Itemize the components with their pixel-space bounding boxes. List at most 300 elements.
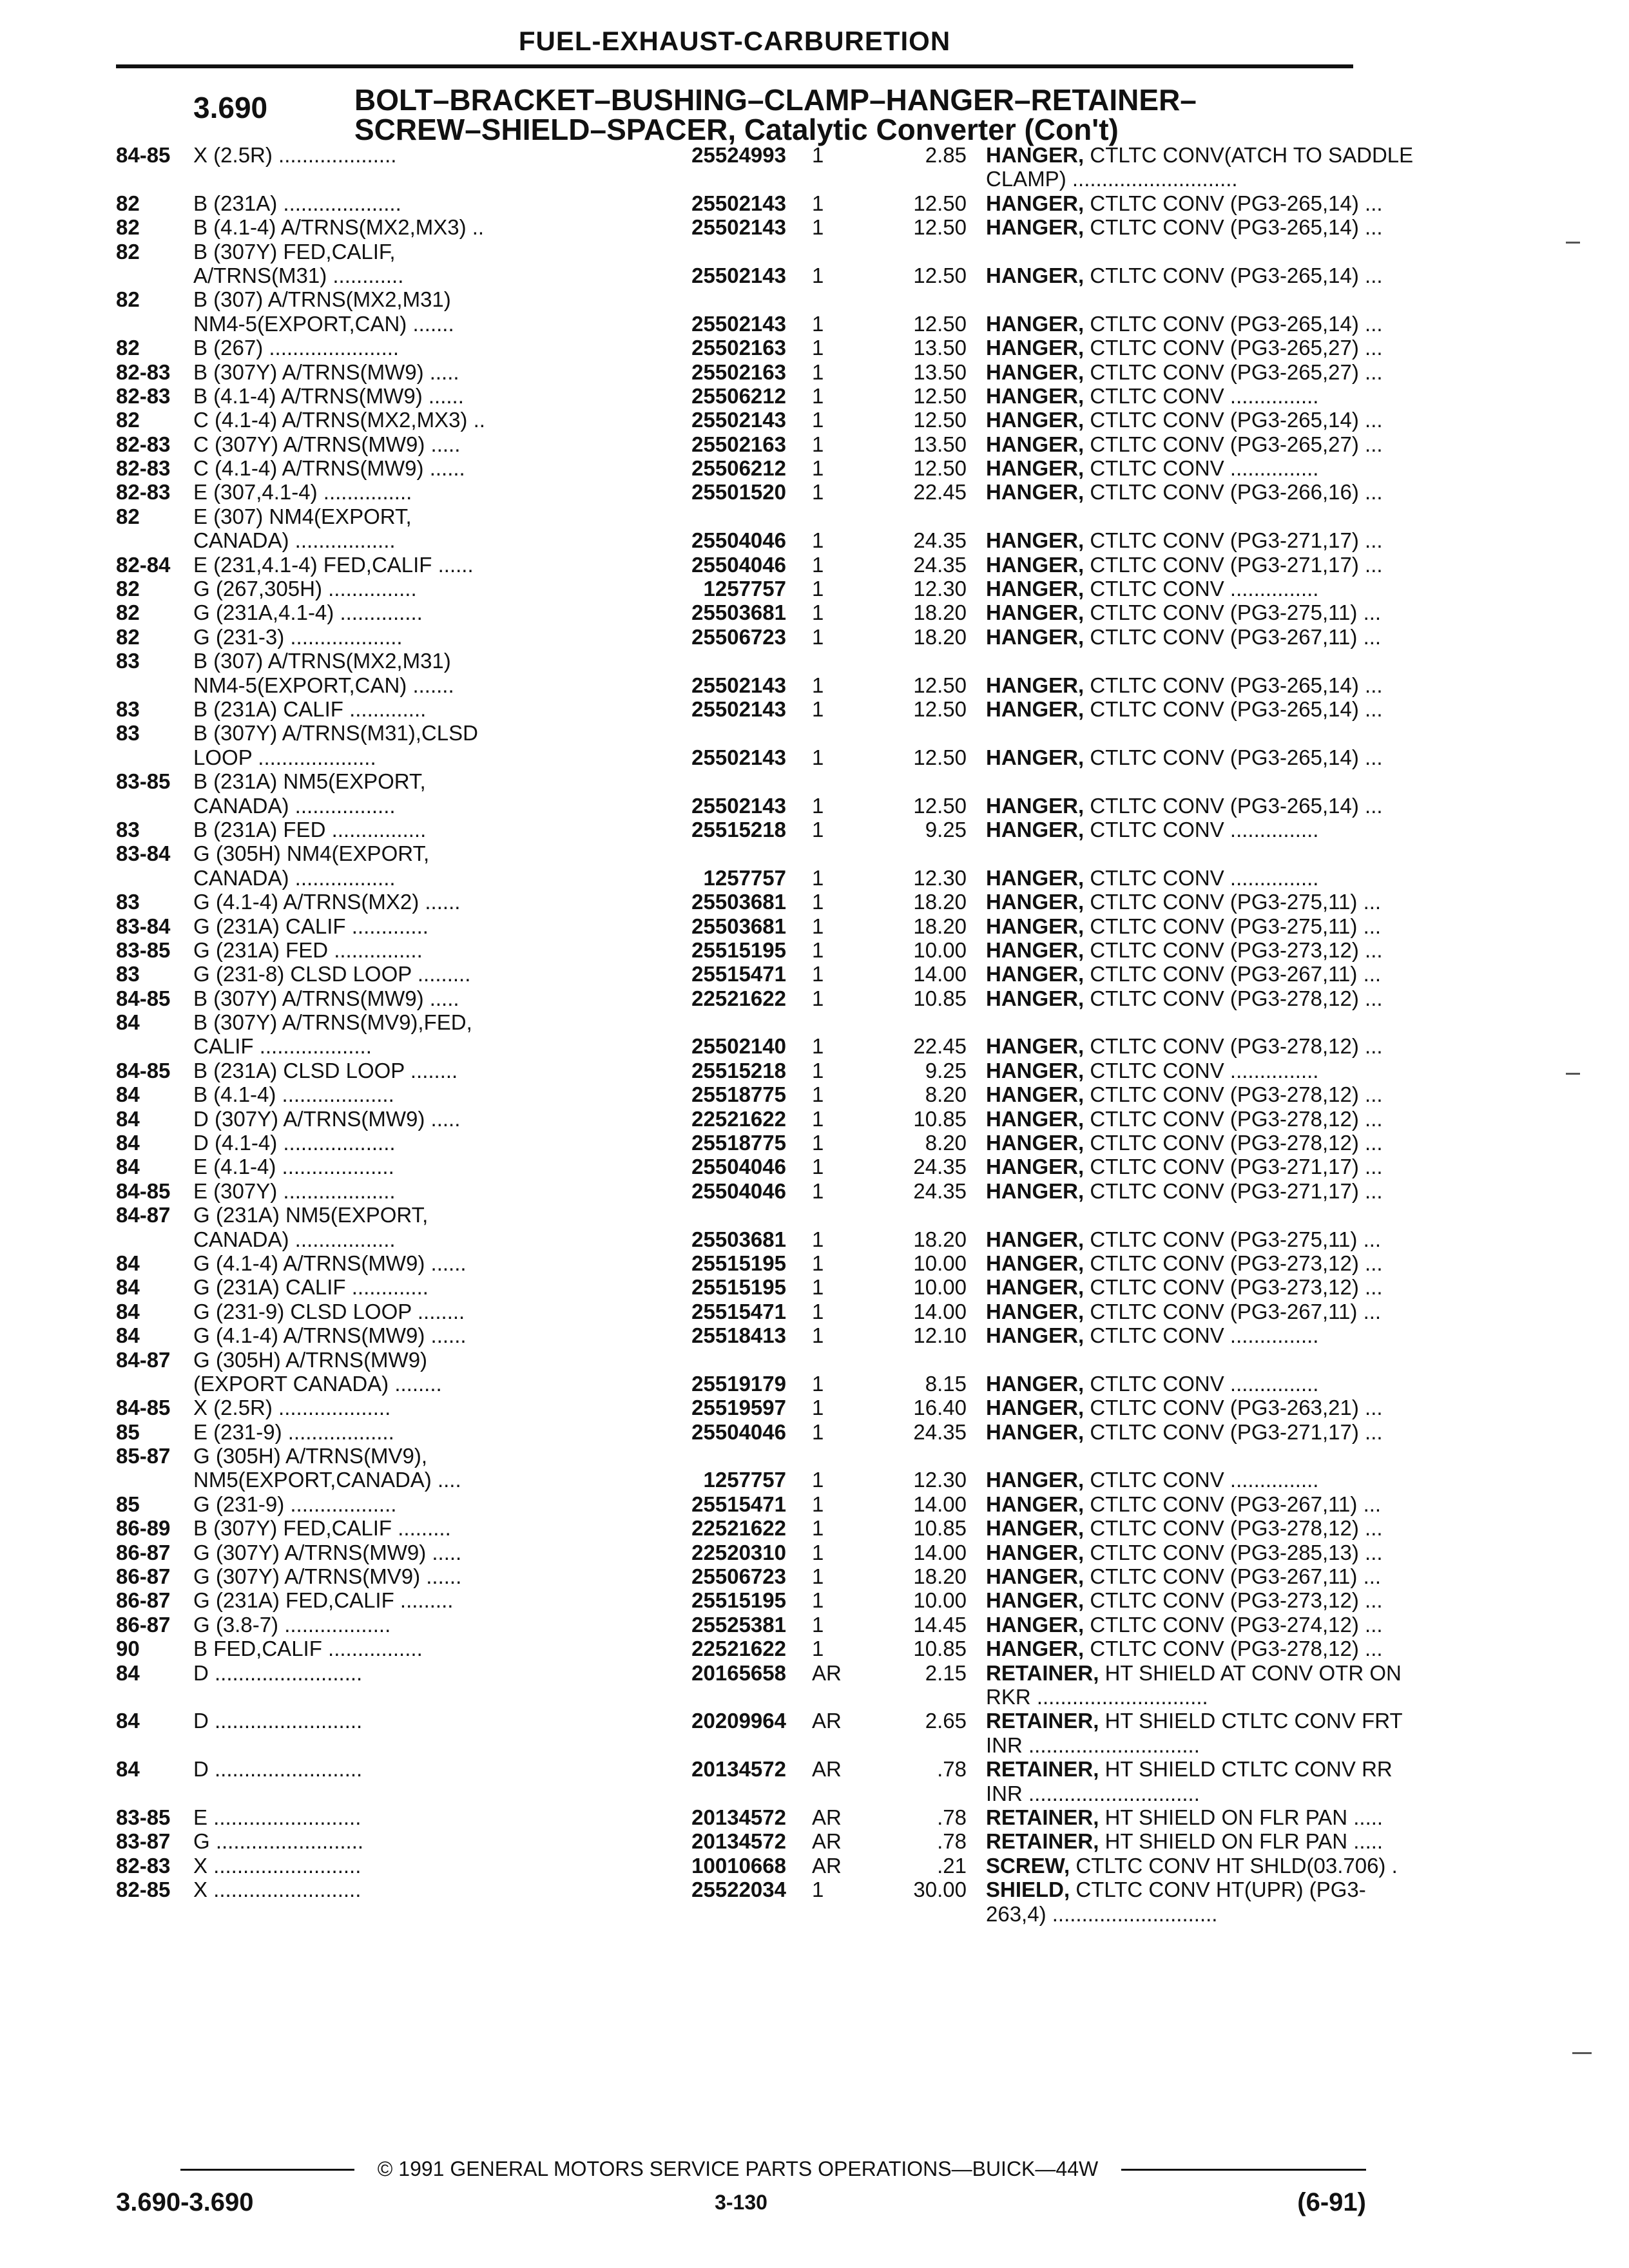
cell-code: D (307Y) A/TRNS(MW9) ..... [193,1106,461,1131]
cell-part: 25502140 [691,1034,786,1059]
cell-qty: 1 [812,1612,824,1637]
cell-desc: HANGER, CTLTC CONV ............... [986,1468,1319,1492]
cell-year: 84-85 [116,1058,171,1082]
cell-qty: 1 [812,745,824,769]
cell-code: B (307) A/TRNS(MX2,M31) [193,649,451,673]
cell-year: 82-85 [116,1878,171,1902]
cell-code: E (307Y) ................... [193,1178,396,1203]
section-title-line1: BOLT–BRACKET–BUSHING–CLAMP–HANGER–RETAINER– [354,83,1197,117]
cell-qty: 1 [812,1878,824,1902]
cell-price: 24.35 [913,552,967,577]
cell-code: B (307Y) A/TRNS(M31),CLSD [193,721,478,745]
cell-desc: RETAINER, HT SHIELD ON FLR PAN ..... [986,1805,1383,1829]
cell-qty: 1 [812,191,824,215]
cell-price: 13.50 [913,432,967,456]
cell-qty: AR [812,1709,842,1733]
cell-part: 25515471 [691,1492,786,1516]
table-row [116,962,1382,986]
cell-desc: HANGER, CTLTC CONV (PG3-265,14) ... [986,673,1383,697]
cell-desc: RETAINER, HT SHIELD ON FLR PAN ..... [986,1829,1383,1854]
cell-part: 25506723 [691,624,786,649]
table-row [116,1709,1403,1733]
cell-part: 22521622 [691,1516,786,1541]
cell-price: 12.30 [913,1468,967,1492]
cell-part: 25503681 [691,914,786,938]
footer-date: (6-91) [1297,2188,1366,2216]
table-row [116,1902,1353,1926]
cell-qty: 1 [812,143,824,167]
cell-code: B (4.1-4) A/TRNS(MW9) ...... [193,383,464,408]
cell-year: 84-87 [116,1203,171,1227]
cell-year: 83 [116,649,140,673]
cell-part: 25525381 [691,1612,786,1637]
cell-code: G (307Y) A/TRNS(MV9) ...... [193,1564,462,1589]
cell-code: G (305H) A/TRNS(MW9) [193,1347,428,1372]
cell-desc: HANGER, CTLTC CONV (PG3-278,12) ... [986,1637,1383,1661]
cell-qty: 1 [812,1419,824,1444]
cell-part: 25506212 [691,456,786,481]
cell-qty: 1 [812,1034,824,1059]
cell-year: 84 [116,1757,140,1782]
cell-price: 10.85 [913,1516,967,1541]
table-row [116,360,1383,384]
parts-table [116,143,1414,1926]
cell-price: 2.65 [925,1709,967,1733]
table-row [116,1275,1383,1300]
cell-desc: HANGER, CTLTC CONV (PG3-273,12) ... [986,937,1383,962]
cell-year: 83-85 [116,769,171,794]
cell-year: 84 [116,1082,140,1107]
cell-part: 25504046 [691,528,786,553]
cell-qty: AR [812,1829,842,1854]
table-row [116,793,1383,818]
cell-desc: HANGER, CTLTC CONV (PG3-278,12) ... [986,1034,1383,1059]
table-row [116,697,1383,721]
cell-desc: SCREW, CTLTC CONV HT SHLD(03.706) . [986,1853,1398,1878]
table-row [116,240,1353,264]
cell-part: 25515195 [691,1588,786,1613]
cell-price: 24.35 [913,528,967,553]
cell-part: 25502163 [691,432,786,456]
cell-code: E (307,4.1-4) ............... [193,480,412,505]
cell-price: .78 [937,1829,967,1854]
cell-code: X ......................... [193,1878,361,1902]
cell-year: 83 [116,962,140,986]
cell-year: 82-84 [116,552,171,577]
cell-price: .21 [937,1853,967,1878]
cell-qty: 1 [812,336,824,360]
cell-desc: HANGER, CTLTC CONV (PG3-278,12) ... [986,1082,1383,1107]
cell-qty: 1 [812,673,824,697]
cell-desc: HANGER, CTLTC CONV (PG3-265,14) ... [986,408,1383,432]
cell-year: 84 [116,1299,140,1323]
cell-code: G (4.1-4) A/TRNS(MX2) ...... [193,890,461,914]
cell-year: 84-85 [116,143,171,167]
cell-part: 22520310 [691,1540,786,1564]
cell-code: G (305H) NM4(EXPORT, [193,841,430,866]
cell-part: 22521622 [691,1637,786,1661]
cell-code: B (4.1-4) ................... [193,1082,394,1107]
cell-price: 12.50 [913,191,967,215]
cell-price: 12.50 [913,673,967,697]
table-row [116,384,1353,408]
cell-qty: 1 [812,914,824,938]
cell-part: 25504046 [691,1419,786,1444]
cell-part: 22521622 [691,1106,786,1131]
footer-copyright: © 1991 GENERAL MOTORS SERVICE PARTS OPERATIONS—BUICK—44W [377,2157,1099,2180]
table-row [116,336,1383,360]
cell-year: 82-83 [116,1853,171,1878]
cell-part: 25502163 [691,360,786,384]
table-row [116,167,1353,191]
cell-code: B (231A) CALIF ............. [193,697,427,721]
cell-price: 12.50 [913,408,967,432]
cell-part: 25518775 [691,1082,786,1107]
cell-code: C (307Y) A/TRNS(MW9) ..... [193,432,461,456]
cell-price: .78 [937,1805,967,1829]
cell-year: 82 [116,408,140,432]
cell-code: G (305H) A/TRNS(MV9), [193,1444,428,1468]
cell-code: E (231-9) .................. [193,1419,394,1444]
cell-code: X (2.5R) .................... [193,143,397,167]
cell-year: 90 [116,1637,140,1661]
cell-code: D ......................... [193,1757,363,1782]
table-row [116,1227,1382,1251]
cell-desc: HANGER, CTLTC CONV (PG3-275,11) ... [986,914,1382,938]
cell-year: 86-89 [116,1516,171,1541]
table-row [116,577,1353,601]
cell-code: G (231-9) CLSD LOOP ........ [193,1299,465,1323]
cell-part: 1257757 [703,577,786,601]
cell-qty: 1 [812,432,824,456]
cell-year: 83-85 [116,1805,171,1829]
cell-qty: AR [812,1757,842,1782]
table-row [116,986,1383,1010]
cell-year: 86-87 [116,1612,171,1637]
cell-year: 86-87 [116,1588,171,1613]
cell-qty: 1 [812,1131,824,1155]
cell-price: 22.45 [913,480,967,505]
table-row [116,1878,1366,1902]
cell-year: 82-83 [116,360,171,384]
cell-year: 84-87 [116,1347,171,1372]
cell-desc: INR ............................. [986,1781,1200,1805]
cell-code: C (4.1-4) A/TRNS(MW9) ...... [193,456,465,481]
cell-part: 25503681 [691,890,786,914]
cell-part: 25515195 [691,1275,786,1300]
section-title [354,85,1353,144]
cell-part: 25504046 [691,1178,786,1203]
margin-mark [1566,242,1580,244]
cell-desc: HANGER, CTLTC CONV (PG3-265,14) ... [986,311,1383,336]
cell-qty: 1 [812,408,824,432]
cell-qty: 1 [812,1227,824,1251]
cell-year: 85-87 [116,1444,171,1468]
cell-year: 83 [116,721,140,745]
table-row [116,1010,1353,1034]
cell-code: B (231A) .................... [193,191,401,215]
cell-year: 83-84 [116,841,171,866]
cell-price: 22.45 [913,1034,967,1059]
cell-code: G (267,305H) ............... [193,577,417,601]
cell-desc: HANGER, CTLTC CONV ............... [986,1323,1319,1348]
cell-desc: HANGER, CTLTC CONV (PG3-263,21) ... [986,1396,1383,1420]
cell-year: 82 [116,336,140,360]
cell-part: 25502163 [691,336,786,360]
cell-price: 12.50 [913,456,967,481]
cell-year: 84 [116,1323,140,1348]
table-row [116,191,1383,215]
cell-price: 12.50 [913,311,967,336]
cell-part: 25502143 [691,263,786,287]
cell-desc: HANGER, CTLTC CONV ............... [986,1058,1319,1082]
cell-part: 1257757 [703,865,786,890]
cell-code: CANADA) ................. [193,865,396,890]
cell-part: 25515195 [691,1251,786,1275]
table-row [116,673,1383,697]
table-row [116,1106,1383,1131]
table-row [116,456,1353,480]
cell-desc: HANGER, CTLTC CONV (PG3-265,14) ... [986,697,1383,721]
cell-price: 10.00 [913,1251,967,1275]
cell-price: 10.00 [913,937,967,962]
cell-year: 84 [116,1155,140,1179]
cell-code: B (231A) FED ................ [193,817,427,841]
cell-desc: HANGER, CTLTC CONV (PG3-265,27) ... [986,432,1383,456]
cell-price: 18.20 [913,601,967,625]
cell-year: 82-83 [116,480,171,505]
cell-desc: SHIELD, CTLTC CONV HT(UPR) (PG3- [986,1878,1366,1902]
table-row [116,649,1353,673]
cell-code: X ......................... [193,1853,361,1878]
cell-part: 1257757 [703,1468,786,1492]
cell-code: E (307) NM4(EXPORT, [193,504,412,528]
cell-qty: 1 [812,890,824,914]
cell-year: 82 [116,624,140,649]
cell-price: 10.85 [913,1106,967,1131]
table-row [116,1419,1383,1444]
cell-qty: 1 [812,456,824,481]
cell-code: A/TRNS(M31) ............ [193,263,404,287]
table-row [116,914,1382,938]
table-row [116,1782,1353,1805]
cell-year: 84 [116,1010,140,1035]
cell-desc: HANGER, CTLTC CONV (PG3-267,11) ... [986,1299,1382,1323]
cell-code: (EXPORT CANADA) ........ [193,1371,442,1396]
cell-part: 25515471 [691,1299,786,1323]
cell-qty: 1 [812,1396,824,1420]
cell-price: 18.20 [913,890,967,914]
table-row [116,721,1353,745]
footer-rule-right [1121,2169,1366,2171]
cell-year: 85 [116,1492,140,1516]
cell-code: B (267) ...................... [193,336,400,360]
cell-desc: HANGER, CTLTC CONV (PG3-275,11) ... [986,890,1382,914]
margin-mark [1566,1073,1580,1075]
cell-qty: 1 [812,480,824,505]
cell-qty: 1 [812,817,824,841]
table-row [116,1299,1382,1323]
cell-price: 9.25 [925,1058,967,1082]
table-row [116,1492,1382,1516]
cell-part: 25519179 [691,1371,786,1396]
table-row [116,408,1383,432]
table-row [116,215,1383,240]
cell-price: 10.85 [913,986,967,1010]
cell-desc: HANGER, CTLTC CONV (PG3-271,17) ... [986,1155,1383,1179]
cell-code: D ......................... [193,1709,363,1733]
cell-code: NM4-5(EXPORT,CAN) ....... [193,311,454,336]
cell-code: B (307Y) A/TRNS(MW9) ..... [193,986,459,1010]
cell-qty: AR [812,1853,842,1878]
cell-code: NM4-5(EXPORT,CAN) ....... [193,673,454,697]
cell-qty: 1 [812,215,824,240]
cell-code: CANADA) ................. [193,1227,396,1251]
table-row [116,1612,1383,1637]
margin-mark [1572,2052,1592,2054]
cell-desc: HANGER, CTLTC CONV (PG3-278,12) ... [986,1106,1383,1131]
cell-code: G (307Y) A/TRNS(MW9) ..... [193,1540,462,1564]
cell-price: 2.85 [925,143,967,167]
cell-price: 24.35 [913,1419,967,1444]
cell-year: 82 [116,191,140,215]
cell-year: 82 [116,287,140,312]
cell-qty: 1 [812,1155,824,1179]
cell-code: G (3.8-7) .................. [193,1612,391,1637]
table-row [116,1396,1383,1420]
table-row [116,505,1353,528]
cell-price: 18.20 [913,624,967,649]
table-row [116,263,1383,287]
table-row [116,601,1382,625]
cell-code: G (231A) CALIF ............. [193,1275,429,1300]
cell-qty: 1 [812,1468,824,1492]
table-row [116,1372,1353,1396]
cell-qty: 1 [812,1106,824,1131]
cell-code: X (2.5R) ................... [193,1396,391,1420]
table-row [116,769,1353,793]
cell-qty: 1 [812,1251,824,1275]
cell-price: 30.00 [913,1878,967,1902]
cell-year: 82-83 [116,383,171,408]
cell-year: 82-83 [116,432,171,456]
cell-part: 20134572 [691,1805,786,1829]
cell-part: 22521622 [691,986,786,1010]
cell-part: 25515471 [691,962,786,986]
cell-desc: HANGER, CTLTC CONV (PG3-273,12) ... [986,1251,1383,1275]
cell-year: 85 [116,1419,140,1444]
cell-desc: HANGER, CTLTC CONV ............... [986,577,1319,601]
cell-desc: HANGER, CTLTC CONV ............... [986,1371,1319,1396]
table-row [116,1323,1353,1347]
cell-price: 14.00 [913,1540,967,1564]
cell-part: 25502143 [691,745,786,769]
cell-price: 12.50 [913,383,967,408]
cell-code: D ......................... [193,1660,363,1685]
table-row [116,1178,1383,1203]
cell-part: 10010668 [691,1853,786,1878]
cell-qty: 1 [812,1637,824,1661]
cell-year: 82 [116,601,140,625]
cell-price: 10.00 [913,1275,967,1300]
cell-part: 25524993 [691,143,786,167]
cell-desc: HANGER, CTLTC CONV (PG3-265,27) ... [986,360,1383,384]
section-title-line2: SCREW–SHIELD–SPACER, Catalytic Converter (Con't) [354,113,1119,146]
cell-part: 25502143 [691,793,786,818]
cell-desc: HANGER, CTLTC CONV (PG3-267,11) ... [986,1564,1382,1589]
cell-price: 24.35 [913,1155,967,1179]
cell-qty: 1 [812,1323,824,1348]
table-row [116,1853,1398,1878]
cell-year: 83 [116,817,140,841]
cell-year: 84 [116,1131,140,1155]
table-row [116,480,1383,505]
table-row [116,143,1414,167]
cell-desc: 263,4) ............................ [986,1901,1218,1926]
cell-code: LOOP .................... [193,745,376,769]
cell-desc: HANGER, CTLTC CONV (PG3-265,14) ... [986,793,1383,818]
cell-desc: RETAINER, HT SHIELD CTLTC CONV RR [986,1757,1393,1782]
cell-desc: HANGER, CTLTC CONV (PG3-278,12) ... [986,1131,1383,1155]
cell-year: 82 [116,577,140,601]
cell-part: 25503681 [691,601,786,625]
cell-price: 14.00 [913,1299,967,1323]
table-row [116,1131,1383,1155]
cell-code: B (307Y) FED,CALIF, [193,239,396,264]
cell-desc: HANGER, CTLTC CONV (PG3-265,14) ... [986,191,1383,215]
table-row [116,1516,1383,1541]
cell-year: 82 [116,239,140,264]
table-row [116,1203,1353,1227]
cell-price: 18.20 [913,1227,967,1251]
cell-qty: 1 [812,263,824,287]
cell-year: 83-87 [116,1829,171,1854]
cell-qty: 1 [812,1299,824,1323]
cell-price: 10.85 [913,1637,967,1661]
cell-code: CANADA) ................. [193,528,396,553]
cell-code: G (231A) FED,CALIF ......... [193,1588,454,1613]
cell-qty: 1 [812,962,824,986]
cell-year: 84 [116,1709,140,1733]
cell-qty: AR [812,1805,842,1829]
cell-qty: 1 [812,1058,824,1082]
cell-code: B (307Y) A/TRNS(MW9) ..... [193,360,459,384]
cell-code: CANADA) ................. [193,793,396,818]
cell-part: 25518413 [691,1323,786,1348]
table-row [116,1155,1383,1179]
table-row [116,890,1382,914]
cell-qty: 1 [812,1540,824,1564]
cell-code: B FED,CALIF ................ [193,1637,423,1661]
cell-code: G (231A) FED ............... [193,937,423,962]
cell-desc: HANGER, CTLTC CONV (PG3-273,12) ... [986,1588,1383,1613]
cell-desc: CLAMP) ............................ [986,167,1238,191]
cell-price: 8.20 [925,1131,967,1155]
cell-code: E (231,4.1-4) FED,CALIF ...... [193,552,474,577]
cell-year: 86-87 [116,1564,171,1589]
cell-qty: 1 [812,986,824,1010]
cell-code: G (231-3) ................... [193,624,403,649]
table-row [116,1660,1402,1685]
table-row [116,528,1383,553]
cell-code: G (231A,4.1-4) .............. [193,601,423,625]
cell-price: 2.15 [925,1660,967,1685]
cell-part: 25503681 [691,1227,786,1251]
footer-rule-left [180,2169,354,2171]
cell-part: 25518775 [691,1131,786,1155]
cell-code: G (4.1-4) A/TRNS(MW9) ...... [193,1251,467,1275]
cell-qty: 1 [812,697,824,721]
